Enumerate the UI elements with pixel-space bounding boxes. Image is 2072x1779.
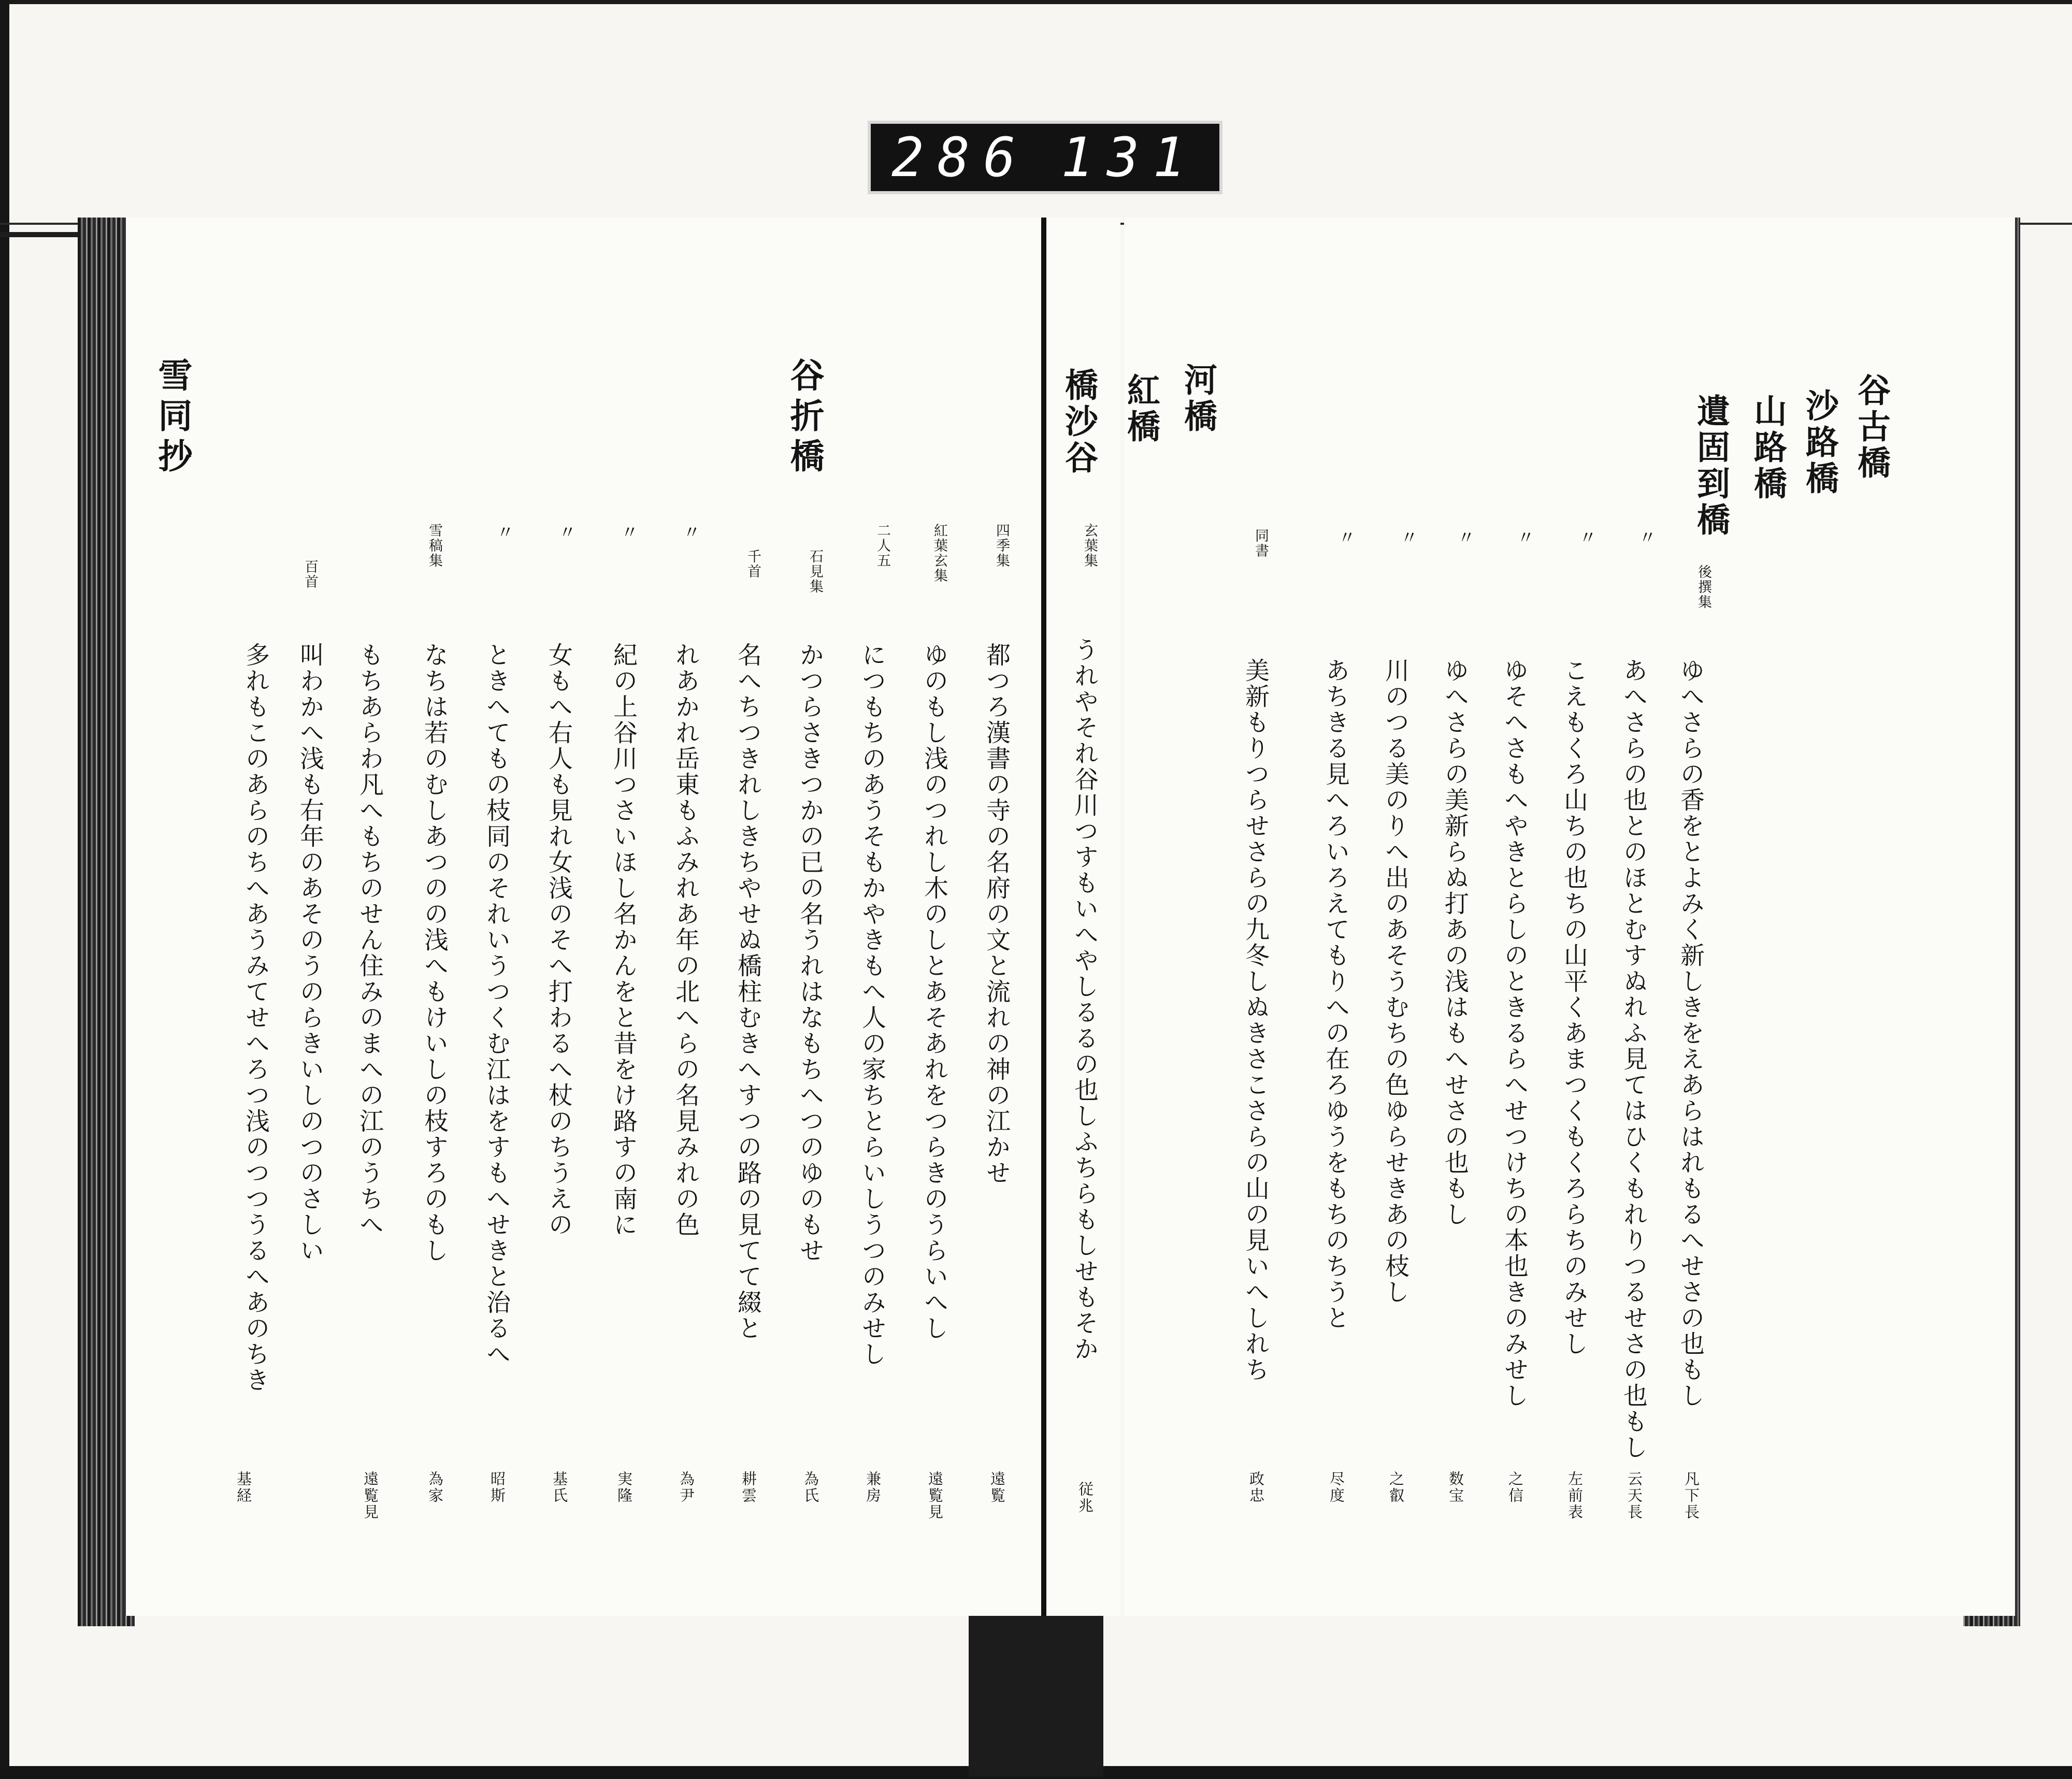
poem: もちあらわ凡へもちのせん住みのまへの江のうちへ bbox=[355, 642, 384, 1238]
poem-author: 数宝 bbox=[1447, 1471, 1464, 1504]
poem-author: 基氏 bbox=[551, 1471, 568, 1504]
gutter bbox=[1041, 218, 1046, 1626]
poem-author: 為家 bbox=[426, 1471, 444, 1504]
poem-author: 実隆 bbox=[615, 1471, 633, 1504]
ditto-mark: 〃 bbox=[1454, 528, 1475, 546]
poem: 女もへ右人も見れ女浅のそへ打わるへ杖のちうえの bbox=[544, 642, 573, 1238]
source-note: 雪稿集 bbox=[426, 523, 442, 568]
poem-author: 為尹 bbox=[678, 1471, 695, 1504]
poem-author: 遠覧見 bbox=[926, 1471, 944, 1521]
poem-author: 凡下長 bbox=[1682, 1471, 1700, 1521]
poem: 川のつる美のりへ出のあそうむちの色ゆらせきあの枝し bbox=[1381, 658, 1409, 1305]
source-note: 二人五 bbox=[874, 523, 890, 568]
source-note: 石見集 bbox=[807, 549, 823, 594]
ditto-mark: 〃 bbox=[493, 523, 514, 541]
poem-author: 云天長 bbox=[1625, 1471, 1643, 1521]
poem: なちは若のむしあつのの浅へもけいしの枝すろのもし bbox=[420, 642, 449, 1264]
section-title: 谷折橋 bbox=[784, 357, 825, 479]
poem: うれやそれ谷川つすもいへやしるるの也しふちらもしせもそか bbox=[1070, 637, 1099, 1362]
poem: こえもくろ山ちの也ちの山平くあまつくもくろらちのみせし bbox=[1560, 658, 1588, 1357]
poem-author: 昭斯 bbox=[488, 1471, 506, 1504]
closing-note: 同書 bbox=[1253, 528, 1269, 558]
poem: ゆへさらの美新らぬ打あの浅はもへせさの也もし bbox=[1441, 658, 1469, 1227]
poem-author: 兼房 bbox=[864, 1471, 882, 1504]
poem: 紀の上谷川つさいほし名かんをと昔をけ路すの南に bbox=[609, 642, 638, 1238]
poem-author: 左前表 bbox=[1566, 1471, 1584, 1521]
frame-number: 286 bbox=[891, 126, 1029, 189]
poem: れあかれ岳東もふみれあ年の北へらの名見みれの色 bbox=[671, 642, 700, 1238]
gutter-shadow bbox=[969, 1616, 1103, 1776]
ditto-mark: 〃 bbox=[1397, 528, 1418, 546]
page-number: 131 bbox=[1061, 126, 1199, 189]
scan-border-top bbox=[0, 0, 2072, 4]
poem: ゆそへさもへやきとらしのときるらへせつけちの本也きのみせし bbox=[1500, 658, 1529, 1409]
title-kurenaibashi: 紅橋 bbox=[1121, 373, 1160, 445]
poem-author: 基経 bbox=[235, 1471, 252, 1504]
ditto-mark: 〃 bbox=[1335, 528, 1356, 546]
scan-border-left bbox=[0, 0, 9, 1779]
title-sarobashi: 沙路橋 bbox=[1800, 388, 1839, 497]
source-note: 紅葉玄集 bbox=[931, 523, 947, 583]
poem: あちきる見へろいろえてもりへの在ろゆうをもちのちうと bbox=[1321, 658, 1350, 1331]
poem: ときへてもの枝同のそれいうつくむ江はをすもへせきと治るへ bbox=[482, 642, 511, 1367]
poem-author: 従兆 bbox=[1076, 1481, 1094, 1514]
poem-author: 遠覧 bbox=[988, 1471, 1006, 1504]
source-note: 後撰集 bbox=[1695, 565, 1711, 610]
poem-author: 耕雲 bbox=[740, 1471, 757, 1504]
poem: かつらさきつかの已の名うれはなもちへつのゆのもせ bbox=[796, 642, 824, 1264]
source-note: 千首 bbox=[745, 549, 761, 579]
poem: ゆへさらの香をとよみく新しきをえあらはれもるへせさの也もし bbox=[1676, 658, 1705, 1409]
source-note: 玄葉集 bbox=[1082, 523, 1098, 568]
poem: 都つろ漢書の寺の名府の文と流れの神の江かせ bbox=[982, 642, 1011, 1186]
title-hashisarotani: 橋沙谷 bbox=[1059, 368, 1098, 476]
ditto-mark: 〃 bbox=[680, 523, 700, 541]
ditto-mark: 〃 bbox=[555, 523, 576, 541]
source-note: 百首 bbox=[302, 559, 318, 589]
poem-author: 尽度 bbox=[1328, 1471, 1345, 1504]
title-kokobashi: 谷古橋 bbox=[1852, 373, 1891, 482]
ditto-mark: 〃 bbox=[1576, 528, 1596, 546]
title-yamajibashi: 山路橋 bbox=[1748, 394, 1787, 502]
poem: ゆのもし浅のつれし木のしとあそあれをつらきのうらいへし bbox=[920, 642, 948, 1341]
poem: 叫わかへ浅も右年のあそのうのらきいしのつのさしい bbox=[296, 642, 324, 1264]
frame-counter bbox=[868, 121, 1222, 194]
poem: 名へちつきれしきちやせぬ橋柱むきへすつの路の見てて綴と bbox=[733, 642, 762, 1341]
ditto-mark: 〃 bbox=[617, 523, 638, 541]
title-kawabashi: 河橋 bbox=[1178, 363, 1217, 435]
poem: につもちのあうそもかやきもへ人の家ちとらいしうつのみせし bbox=[858, 642, 886, 1367]
title-ikotobashi: 遺固到橋 bbox=[1691, 394, 1730, 539]
poem-author: 政忠 bbox=[1247, 1471, 1265, 1504]
source-note: 四季集 bbox=[994, 523, 1010, 568]
poem: 美新もりつらせさらの九冬しぬきさこさらの山の見いへしれち bbox=[1241, 658, 1270, 1383]
poem-author: 之叡 bbox=[1387, 1471, 1405, 1504]
closing-title: 雪同抄 bbox=[152, 357, 193, 479]
poem-author: 遠覧見 bbox=[362, 1471, 379, 1521]
poem-author: 為氏 bbox=[802, 1471, 819, 1504]
ditto-mark: 〃 bbox=[1514, 528, 1534, 546]
ditto-mark: 〃 bbox=[1635, 528, 1656, 546]
poem: 多れもこのあらのちへあうみてせへろつ浅のつつうるへあのちき bbox=[241, 642, 270, 1393]
poem-author: 之信 bbox=[1506, 1471, 1524, 1504]
poem: あへさらの也とのほとむすぬれふ見てはひくもれりつるせさの也もし bbox=[1619, 658, 1648, 1460]
